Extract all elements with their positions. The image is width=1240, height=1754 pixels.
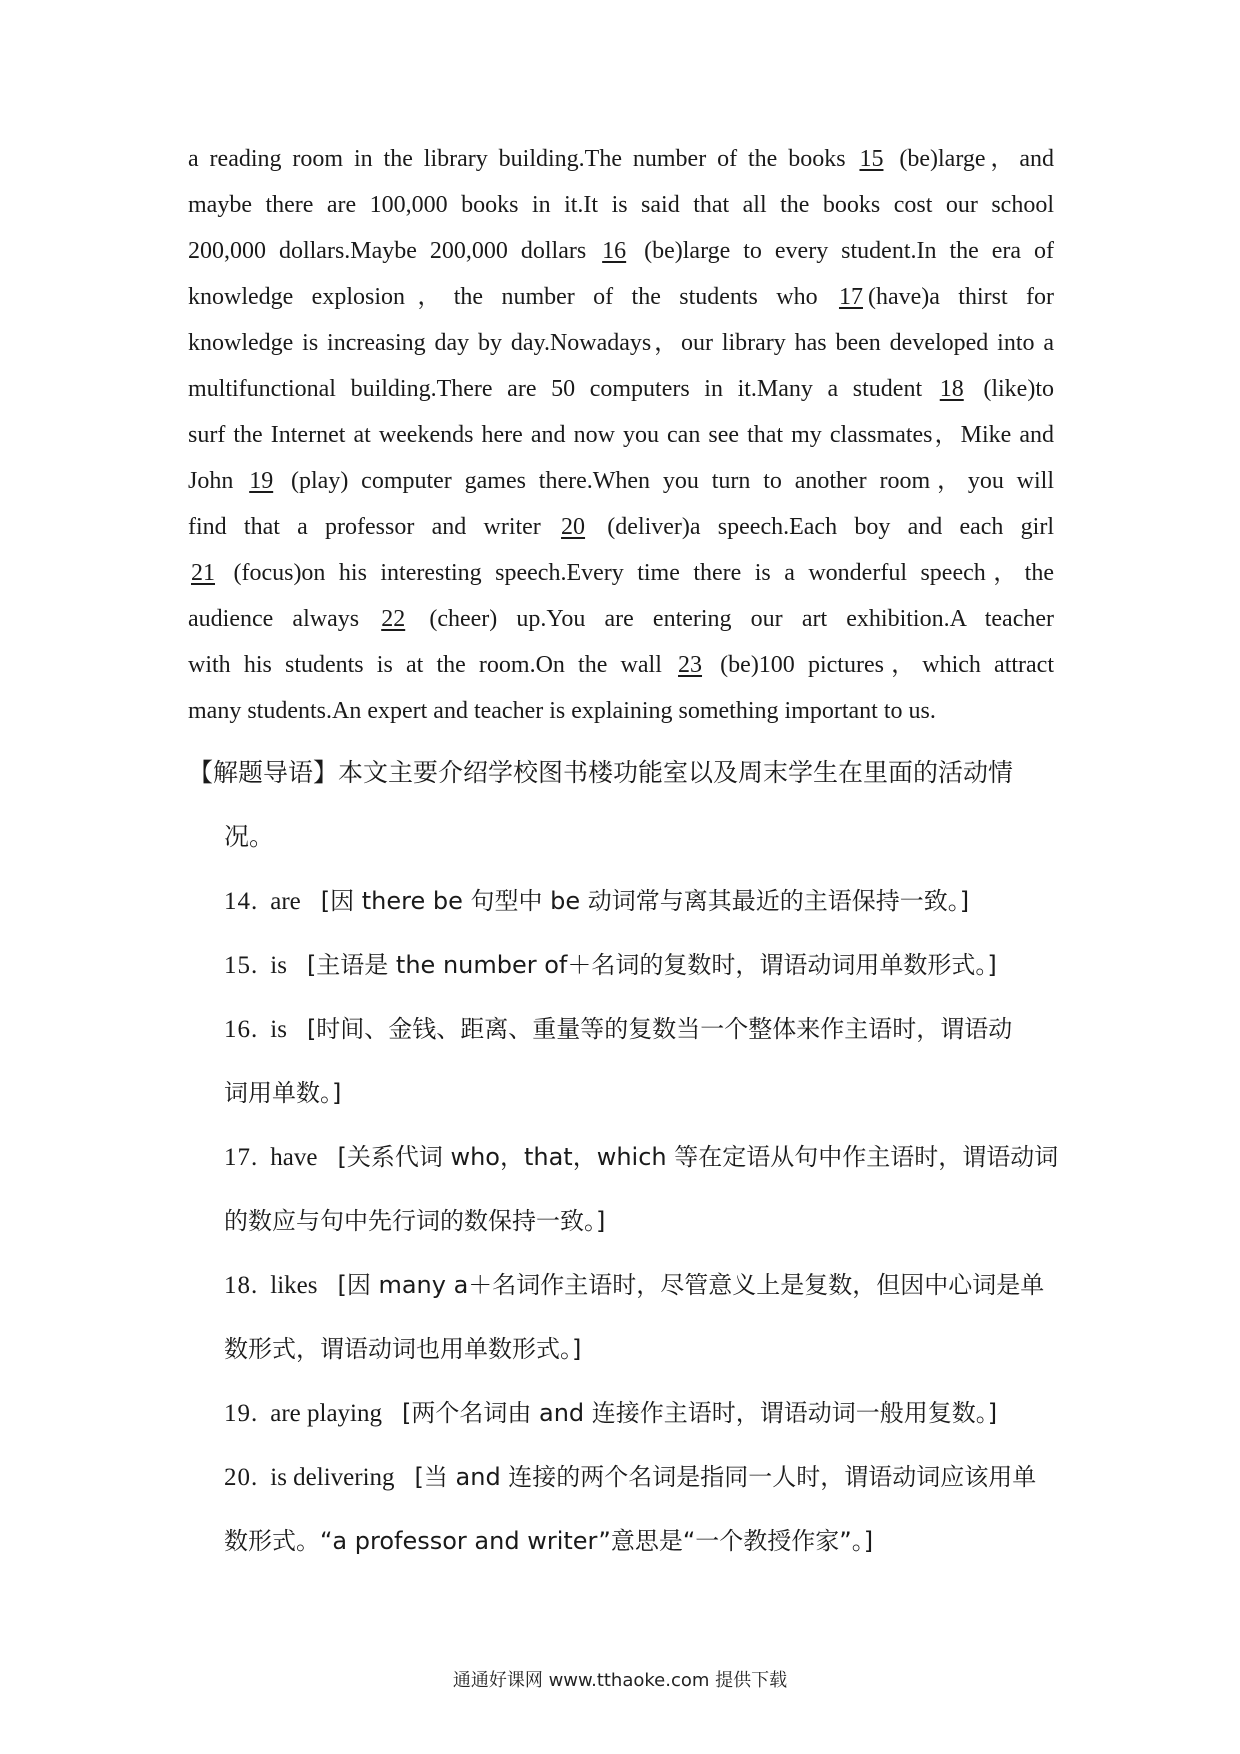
answer-explanation: 词用单数。] (224, 1079, 342, 1107)
answer-explanation: 的数应与句中先行词的数保持一致。] (224, 1207, 606, 1235)
answer-explanation: [当 and 连接的两个名词是指同一人时，谓语动词应该用单 (414, 1463, 1037, 1491)
passage-line (188, 557, 1054, 603)
passage-line (188, 603, 1054, 649)
solution-guide (188, 756, 1054, 884)
passage-text-run: a reading room in the library building.The number of the books (188, 146, 857, 172)
answer-continuation (224, 1204, 1054, 1268)
passage-line (188, 695, 1054, 741)
answer-number: 14. (224, 888, 259, 915)
passage-line (188, 465, 1054, 511)
passage-text-run: (cheer) up.You are entering our art exhibition.A teacher (410, 606, 1055, 632)
answer-explanation: [因 many a＋名词作主语时，尽管意义上是复数，但因中心词是单 (337, 1271, 1045, 1299)
passage-line (188, 143, 1054, 189)
passage-line (188, 419, 1054, 465)
blank-number: 16 (602, 238, 627, 264)
passage-text-run: (have)a thirst for (867, 284, 1055, 310)
answer-number: 15. (224, 952, 259, 979)
passage-text-run: knowledge explosion，the number of the students who (188, 284, 836, 310)
answer-word: have (270, 1144, 318, 1171)
passage-text-run: multifunctional building.There are 50 computers in it.Many a student (188, 376, 937, 402)
answer-item (224, 1140, 1059, 1204)
answer-number: 16. (224, 1016, 259, 1043)
passage-text-run: (deliver)a speech.Each boy and each girl (590, 514, 1054, 540)
passage-line (188, 189, 1054, 235)
answer-word: is delivering (270, 1464, 395, 1491)
blank-number: 23 (678, 652, 703, 678)
answer-word: is (270, 1016, 287, 1043)
answer-key (224, 884, 1059, 1588)
blank-number: 20 (561, 514, 586, 540)
answer-explanation: [关系代词 who，that，which 等在定语从句中作主语时，谓语动词 (337, 1143, 1059, 1171)
answer-number: 20. (224, 1464, 259, 1491)
passage-text-run: (be)large，and (888, 146, 1054, 172)
passage-line (188, 373, 1054, 419)
answer-item (224, 948, 1054, 1012)
blank-number: 21 (191, 560, 215, 586)
answer-continuation (224, 1076, 1054, 1140)
guide-line: 况。 (224, 822, 275, 851)
answer-continuation (224, 1332, 1054, 1396)
passage-text-run: surf the Internet at weekends here and now you can see that my classmates，Mike and (188, 422, 1054, 448)
passage-text-run: 200,000 dollars.Maybe 200,000 dollars (188, 238, 600, 264)
answer-explanation: [两个名词由 and 连接作主语时，谓语动词一般用复数。] (402, 1399, 998, 1427)
passage-text-run: John (188, 468, 247, 494)
passage-line (188, 235, 1054, 281)
blank-number: 18 (939, 376, 964, 402)
passage-text-run: (like)to (968, 376, 1054, 402)
answer-word: is (270, 952, 287, 979)
answer-explanation: 数形式，谓语动词也用单数形式。] (224, 1335, 582, 1363)
answer-number: 17. (224, 1144, 259, 1171)
blank-number: 22 (381, 606, 406, 632)
passage-line (188, 281, 1054, 327)
passage-line (188, 511, 1054, 557)
answer-item (224, 1012, 1054, 1076)
answer-explanation: [时间、金钱、距离、重量等的复数当一个整体来作主语时，谓语动 (306, 1015, 1013, 1043)
blank-number: 19 (249, 468, 274, 494)
answer-word: likes (270, 1272, 318, 1299)
passage-text-run: audience always (188, 606, 379, 632)
passage-text-run: knowledge is increasing day by day.Nowadays，our library has been developed into a (188, 330, 1054, 356)
passage-text-run: (focus)on his interesting speech.Every time there is a wonderful speech，the (220, 560, 1054, 586)
blank-number: 17 (838, 284, 863, 310)
page-footer: 通通好课网 www.tthaoke.com 提供下载 (452, 1670, 788, 1691)
answer-item (224, 1268, 1054, 1332)
passage-text-run: many students.An expert and teacher is explaining something important to us. (188, 698, 936, 724)
answer-word: are playing (270, 1400, 383, 1427)
passage-line (188, 649, 1054, 695)
passage-text-run: (be)large to every student.In the era of (631, 238, 1054, 264)
answer-explanation: [因 there be 句型中 be 动词常与离其最近的主语保持一致。] (320, 887, 970, 915)
passage-text-run: with his students is at the room.On the wall (188, 652, 676, 678)
answer-number: 19. (224, 1400, 259, 1427)
answer-item (224, 1460, 1054, 1524)
answer-explanation: [主语是 the number of＋名词的复数时，谓语动词用单数形式。] (306, 951, 997, 979)
passage-text-run: (play) computer games there.When you turn to another room，you will (278, 468, 1055, 494)
answer-item (224, 884, 1054, 948)
passage-text (188, 143, 1054, 741)
answer-number: 18. (224, 1272, 259, 1299)
passage-text-run: find that a professor and writer (188, 514, 559, 540)
passage-text-run: (be)100 pictures，which attract (707, 652, 1055, 678)
passage-line (188, 327, 1054, 373)
answer-word: are (270, 888, 301, 915)
answer-explanation: 数形式。“a professor and writer”意思是“一个教授作家”。] (224, 1527, 874, 1555)
blank-number: 15 (859, 146, 884, 172)
answer-continuation (224, 1524, 1054, 1588)
answer-item (224, 1396, 1054, 1460)
guide-line: 【解题导语】本文主要介绍学校图书楼功能室以及周末学生在里面的活动情 (188, 758, 1014, 787)
passage-text-run: maybe there are 100,000 books in it.It is said that all the books cost our school (188, 192, 1054, 218)
